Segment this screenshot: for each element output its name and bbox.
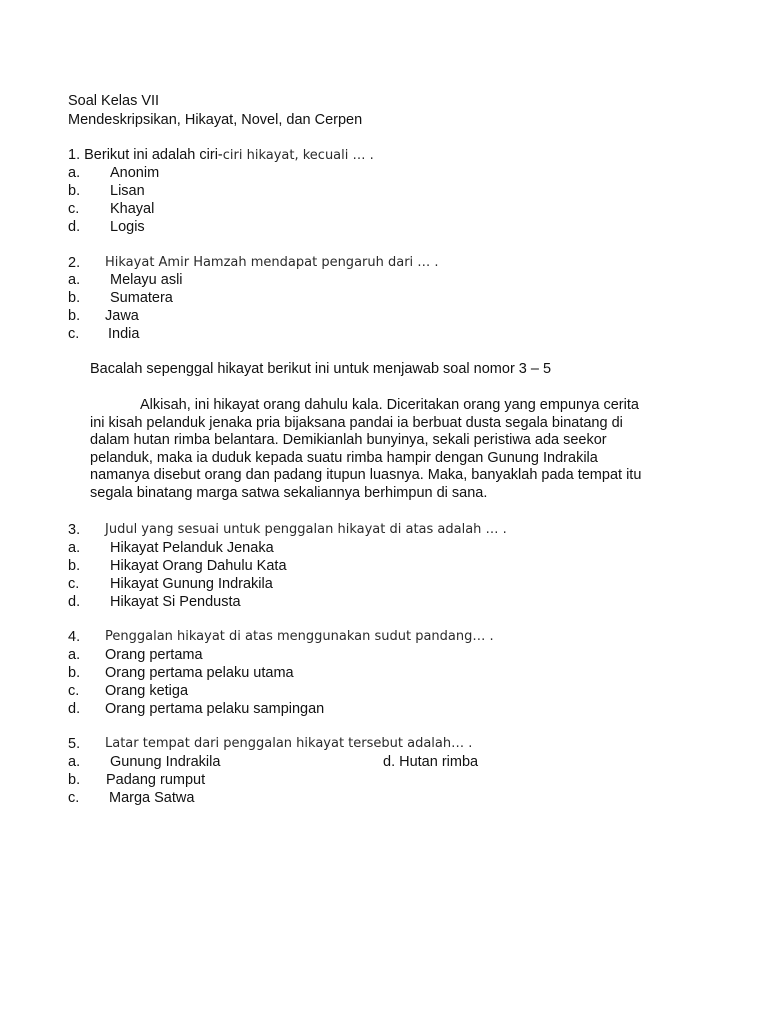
option-text: Padang rumput xyxy=(106,772,206,788)
option-letter: a. xyxy=(68,165,81,181)
option-text: Orang pertama pelaku sampingan xyxy=(105,701,325,717)
option-letter: c. xyxy=(68,326,80,342)
option-letter: c. xyxy=(68,683,80,699)
option-text: Hikayat Gunung Indrakila xyxy=(110,576,273,592)
passage-line: namanya disebut orang dan padang itupun luasnya. Maka, banyaklah pada tempat itu xyxy=(90,467,642,484)
question-text: Latar tempat dari penggalan hikayat tersebut adalah… . xyxy=(105,736,473,751)
option-letter: a. xyxy=(68,540,81,556)
passage-line: Alkisah, ini hikayat orang dahulu kala. Diceritakan orang yang empunya cerita xyxy=(140,397,639,413)
passage-line: segala binatang marga satwa sekaliannya berhimpun di sana. xyxy=(90,484,488,501)
option-text: Lisan xyxy=(110,183,145,199)
document-title: Soal Kelas VII xyxy=(68,93,160,109)
option-letter: a. xyxy=(68,754,81,770)
option-letter: c. xyxy=(68,201,80,217)
option-text: Gunung Indrakila xyxy=(110,754,221,770)
option-letter: d. xyxy=(68,219,81,235)
passage-instruction: Bacalah sepenggal hikayat berikut ini untuk menjawab soal nomor 3 – 5 xyxy=(90,361,552,377)
option-letter: b. xyxy=(68,772,81,788)
option-text: Khayal xyxy=(110,201,155,217)
option-text: Orang pertama pelaku utama xyxy=(105,665,294,681)
option-letter: c. xyxy=(68,790,80,806)
option-letter: d. xyxy=(68,594,81,610)
option-letter: c. xyxy=(68,576,80,592)
passage-line: pelanduk, maka ia duduk kepada suatu rimba hampir dengan Gunung Indrakila xyxy=(90,449,598,466)
option-letter: d. xyxy=(68,701,81,717)
question-1 xyxy=(68,146,374,165)
question-prefix: Berikut ini adalah ciri- xyxy=(84,147,223,163)
option-letter: a. xyxy=(68,647,81,663)
option-text: d. Hutan rimba xyxy=(383,754,479,770)
option-text: Sumatera xyxy=(110,290,173,306)
passage-text xyxy=(90,397,690,503)
question-text: ciri hikayat, kecuali … . xyxy=(222,148,374,163)
option-letter: b. xyxy=(68,290,81,306)
option-letter: b. xyxy=(68,558,81,574)
question-number: 1. xyxy=(68,147,81,163)
option-text: Melayu asli xyxy=(110,272,183,288)
option-text: Anonim xyxy=(110,165,160,181)
option-text: Marga Satwa xyxy=(109,790,195,806)
question-number: 3. xyxy=(68,522,81,538)
option-letter: b. xyxy=(68,665,81,681)
option-text: Hikayat Pelanduk Jenaka xyxy=(110,540,274,556)
option-letter: a. xyxy=(68,272,81,288)
option-text: Hikayat Orang Dahulu Kata xyxy=(110,558,287,574)
option-text: Logis xyxy=(110,219,145,235)
option-text: Jawa xyxy=(105,308,139,324)
option-text: Orang ketiga xyxy=(105,683,189,699)
question-number: 4. xyxy=(68,629,81,645)
option-text: India xyxy=(108,326,140,342)
passage-line: dalam hutan rimba belantara. Demikianlah bunyinya, sekali peristiwa ada seekor xyxy=(90,432,607,449)
question-number: 2. xyxy=(68,255,81,271)
option-letter: b. xyxy=(68,308,81,324)
option-text: Orang pertama xyxy=(105,647,203,663)
question-text: Hikayat Amir Hamzah mendapat pengaruh dari … . xyxy=(105,255,439,270)
question-text: Penggalan hikayat di atas menggunakan sudut pandang… . xyxy=(105,629,494,644)
option-text: Hikayat Si Pendusta xyxy=(110,594,241,610)
question-text: Judul yang sesuai untuk penggalan hikayat di atas adalah … . xyxy=(105,522,507,537)
document-subtitle: Mendeskripsikan, Hikayat, Novel, dan Cerpen xyxy=(68,112,363,128)
option-letter: b. xyxy=(68,183,81,199)
question-number: 5. xyxy=(68,736,81,752)
passage-line: ini kisah pelanduk jenaka pria bijaksana pandai ia berbuat dusta segala binatang di xyxy=(90,414,623,431)
